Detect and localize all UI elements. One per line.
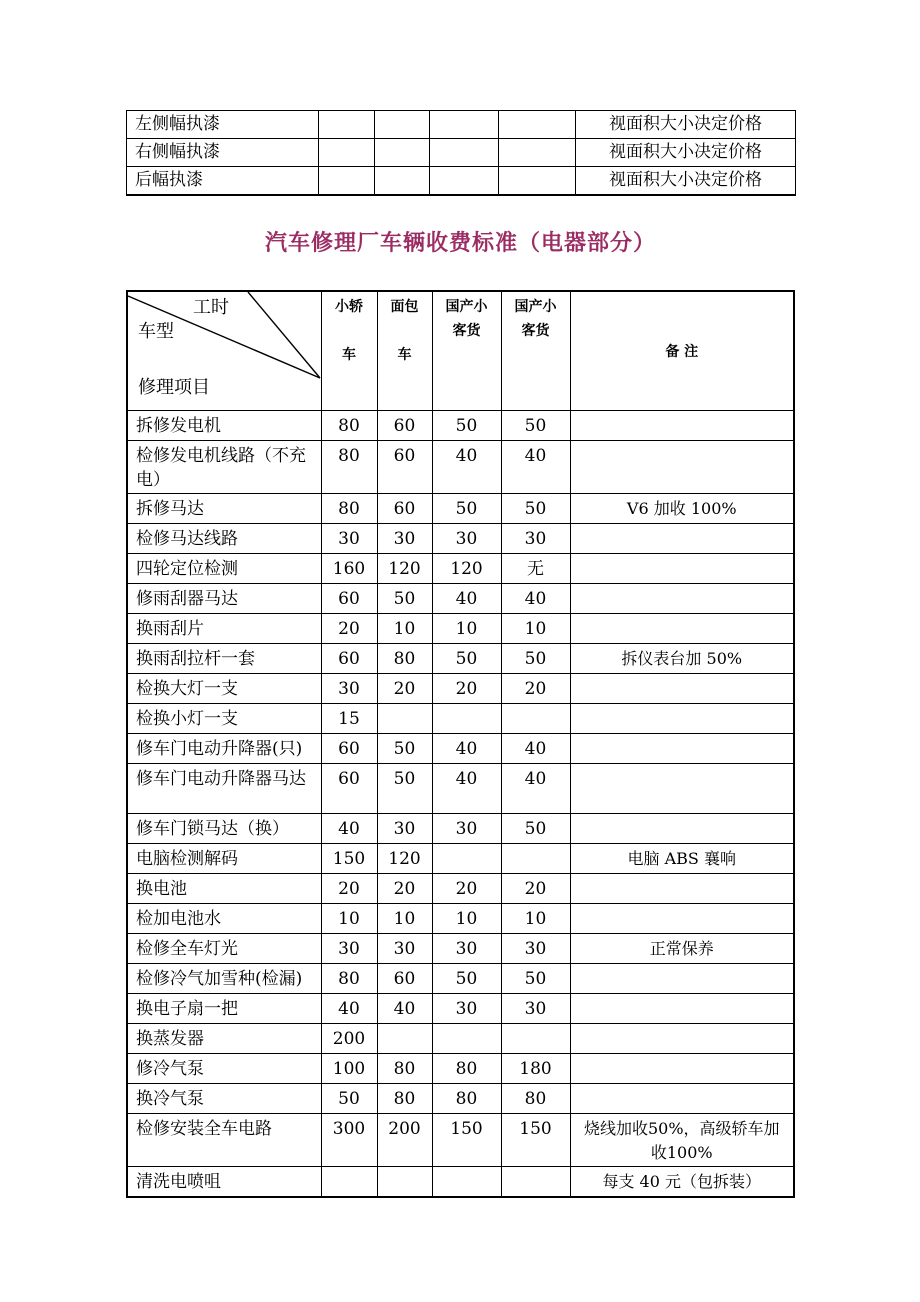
- empty-cell: [430, 167, 499, 196]
- note-cell: [570, 814, 794, 844]
- domestic1-price-cell: [432, 844, 501, 874]
- repair-item-cell: 修车门锁马达（换）: [127, 814, 321, 844]
- table-row: [127, 734, 794, 764]
- empty-cell: [430, 139, 499, 167]
- repair-item-cell: 拆修马达: [127, 494, 321, 524]
- domestic2-price-cell: 无: [501, 554, 570, 584]
- van-price-cell: 60: [377, 494, 432, 524]
- domestic1-price-cell: 120: [432, 554, 501, 584]
- sedan-price-cell: 80: [321, 441, 377, 494]
- van-price-cell: 120: [377, 554, 432, 584]
- table-row: [127, 1084, 794, 1114]
- domestic1-price-cell: [432, 1024, 501, 1054]
- van-price-cell: 30: [377, 814, 432, 844]
- repair-item-cell: 检修安装全车电路: [127, 1114, 321, 1167]
- note-cell: [570, 964, 794, 994]
- note-cell: [570, 704, 794, 734]
- domestic2-price-cell: 50: [501, 964, 570, 994]
- sedan-price-cell: 80: [321, 964, 377, 994]
- repair-item-cell: 修车门电动升降器马达: [127, 764, 321, 814]
- sedan-price-cell: 50: [321, 1084, 377, 1114]
- empty-cell: [319, 111, 375, 139]
- diagonal-header-cell: [127, 291, 321, 411]
- sedan-price-cell: 10: [321, 904, 377, 934]
- empty-cell: [499, 139, 576, 167]
- empty-cell: [375, 111, 430, 139]
- note-cell: 烧线加收50%，高级轿车加收100%: [570, 1114, 794, 1167]
- repair-item-cell: 换雨刮片: [127, 614, 321, 644]
- repair-item-cell: 修车门电动升降器(只): [127, 734, 321, 764]
- note-cell: [570, 441, 794, 494]
- note-cell: [570, 994, 794, 1024]
- domestic2-price-cell: 20: [501, 874, 570, 904]
- note-cell: 正常保养: [570, 934, 794, 964]
- page-title: 汽车修理厂车辆收费标准（电器部分）: [264, 231, 656, 256]
- repair-item-cell: 检换大灯一支: [127, 674, 321, 704]
- domestic2-price-cell: [501, 1024, 570, 1054]
- domestic2-price-cell: 30: [501, 934, 570, 964]
- domestic2-price-cell: [501, 1167, 570, 1198]
- table-row: [127, 904, 794, 934]
- domestic2-price-cell: 10: [501, 614, 570, 644]
- repair-item-cell: 换电子扇一把: [127, 994, 321, 1024]
- note-cell: [570, 1024, 794, 1054]
- domestic1-price-cell: 30: [432, 994, 501, 1024]
- domestic1-price-cell: 50: [432, 494, 501, 524]
- domestic2-price-cell: [501, 844, 570, 874]
- table-row: [127, 584, 794, 614]
- header-repair-item: 修理项目: [138, 377, 210, 398]
- table-row: [127, 874, 794, 904]
- empty-cell: [499, 111, 576, 139]
- domestic2-price-cell: 80: [501, 1084, 570, 1114]
- sedan-price-cell: 30: [321, 674, 377, 704]
- sedan-price-cell: 30: [321, 934, 377, 964]
- repair-item-cell: 检修发电机线路（不充电）: [127, 441, 321, 494]
- empty-cell: [375, 139, 430, 167]
- table-row: [127, 814, 794, 844]
- note-cell: [570, 874, 794, 904]
- van-price-cell: [377, 1167, 432, 1198]
- van-price-cell: 40: [377, 994, 432, 1024]
- header-vehicle-type: 车型: [138, 321, 174, 342]
- domestic1-price-cell: 30: [432, 814, 501, 844]
- domestic2-price-cell: 50: [501, 494, 570, 524]
- sedan-price-cell: 40: [321, 814, 377, 844]
- top-paint-table: [126, 110, 796, 196]
- table-row: [127, 494, 794, 524]
- empty-cell: [375, 167, 430, 196]
- sedan-price-cell: 20: [321, 614, 377, 644]
- repair-item-cell: 检修马达线路: [127, 524, 321, 554]
- domestic1-price-cell: 50: [432, 411, 501, 441]
- table-row: [127, 411, 794, 441]
- domestic2-price-cell: 50: [501, 814, 570, 844]
- domestic1-price-cell: 10: [432, 904, 501, 934]
- van-price-cell: 30: [377, 524, 432, 554]
- domestic1-price-cell: 50: [432, 644, 501, 674]
- top-item-cell: 左侧幅执漆: [127, 111, 319, 139]
- domestic1-price-cell: 150: [432, 1114, 501, 1167]
- domestic2-price-cell: 40: [501, 441, 570, 494]
- table-row: [127, 1114, 794, 1167]
- empty-cell: [499, 167, 576, 196]
- van-price-cell: 50: [377, 764, 432, 814]
- table-row: [127, 764, 794, 814]
- domestic2-price-cell: 150: [501, 1114, 570, 1167]
- table-row: [127, 674, 794, 704]
- note-cell: 电脑 ABS 襄响: [570, 844, 794, 874]
- sedan-price-cell: 60: [321, 644, 377, 674]
- domestic1-price-cell: 80: [432, 1054, 501, 1084]
- table-row: [127, 644, 794, 674]
- domestic1-price-cell: [432, 704, 501, 734]
- domestic1-price-cell: 30: [432, 934, 501, 964]
- note-cell: [570, 904, 794, 934]
- domestic2-price-cell: 30: [501, 524, 570, 554]
- repair-item-cell: 换蒸发器: [127, 1024, 321, 1054]
- domestic1-price-cell: 20: [432, 674, 501, 704]
- repair-item-cell: 电脑检测解码: [127, 844, 321, 874]
- table-row: [127, 111, 796, 139]
- van-price-cell: 120: [377, 844, 432, 874]
- domestic1-price-cell: 40: [432, 764, 501, 814]
- sedan-price-cell: 160: [321, 554, 377, 584]
- domestic2-price-cell: 50: [501, 644, 570, 674]
- table-row: [127, 614, 794, 644]
- domestic2-price-cell: 180: [501, 1054, 570, 1084]
- repair-item-cell: 拆修发电机: [127, 411, 321, 441]
- table-row: [127, 704, 794, 734]
- domestic1-price-cell: 50: [432, 964, 501, 994]
- repair-item-cell: 清洗电喷咀: [127, 1167, 321, 1198]
- van-price-cell: 10: [377, 904, 432, 934]
- col-header-van: 面包 车: [377, 291, 432, 411]
- domestic1-price-cell: 40: [432, 734, 501, 764]
- table-row: [127, 934, 794, 964]
- repair-item-cell: 检加电池水: [127, 904, 321, 934]
- domestic2-price-cell: 50: [501, 411, 570, 441]
- sedan-price-cell: 60: [321, 764, 377, 814]
- header-worktime: 工时: [193, 297, 229, 318]
- domestic2-price-cell: 30: [501, 994, 570, 1024]
- table-row: [127, 167, 796, 196]
- van-price-cell: 80: [377, 1084, 432, 1114]
- sedan-price-cell: 200: [321, 1024, 377, 1054]
- van-price-cell: 80: [377, 1054, 432, 1084]
- col-header-note: 备 注: [570, 291, 794, 411]
- fee-table: [126, 290, 795, 1198]
- van-price-cell: 60: [377, 441, 432, 494]
- repair-item-cell: 修冷气泵: [127, 1054, 321, 1084]
- note-cell: 视面积大小决定价格: [576, 139, 796, 167]
- sedan-price-cell: 30: [321, 524, 377, 554]
- table-row: [127, 844, 794, 874]
- sedan-price-cell: 40: [321, 994, 377, 1024]
- domestic2-price-cell: 40: [501, 584, 570, 614]
- note-cell: [570, 524, 794, 554]
- domestic1-price-cell: 40: [432, 584, 501, 614]
- domestic1-price-cell: 20: [432, 874, 501, 904]
- sedan-price-cell: 80: [321, 411, 377, 441]
- van-price-cell: 20: [377, 674, 432, 704]
- empty-cell: [319, 139, 375, 167]
- sedan-price-cell: 100: [321, 1054, 377, 1084]
- sedan-price-cell: 20: [321, 874, 377, 904]
- van-price-cell: 60: [377, 964, 432, 994]
- van-price-cell: 10: [377, 614, 432, 644]
- note-cell: [570, 554, 794, 584]
- domestic2-price-cell: 40: [501, 764, 570, 814]
- van-price-cell: 80: [377, 644, 432, 674]
- domestic1-price-cell: 30: [432, 524, 501, 554]
- van-price-cell: [377, 1024, 432, 1054]
- repair-item-cell: 修雨刮器马达: [127, 584, 321, 614]
- repair-item-cell: 检修全车灯光: [127, 934, 321, 964]
- sedan-price-cell: 60: [321, 734, 377, 764]
- top-item-cell: 右侧幅执漆: [127, 139, 319, 167]
- note-cell: [570, 674, 794, 704]
- table-row: [127, 524, 794, 554]
- table-row: [127, 139, 796, 167]
- note-cell: 拆仪表台加 50%: [570, 644, 794, 674]
- domestic2-price-cell: 20: [501, 674, 570, 704]
- van-price-cell: 50: [377, 584, 432, 614]
- sedan-price-cell: 80: [321, 494, 377, 524]
- table-row: [127, 1024, 794, 1054]
- van-price-cell: 20: [377, 874, 432, 904]
- sedan-price-cell: 60: [321, 584, 377, 614]
- note-cell: V6 加收 100%: [570, 494, 794, 524]
- van-price-cell: 30: [377, 934, 432, 964]
- domestic1-price-cell: 10: [432, 614, 501, 644]
- domestic2-price-cell: 10: [501, 904, 570, 934]
- note-cell: [570, 764, 794, 814]
- empty-cell: [319, 167, 375, 196]
- table-row: [127, 994, 794, 1024]
- repair-item-cell: 换冷气泵: [127, 1084, 321, 1114]
- sedan-price-cell: 15: [321, 704, 377, 734]
- repair-item-cell: 检换小灯一支: [127, 704, 321, 734]
- table-header-row: [127, 291, 794, 411]
- col-header-domestic-2: 国产小 客货: [501, 291, 570, 411]
- domestic1-price-cell: 80: [432, 1084, 501, 1114]
- top-item-cell: 后幅执漆: [127, 167, 319, 196]
- col-header-domestic-1: 国产小 客货: [432, 291, 501, 411]
- note-cell: [570, 584, 794, 614]
- domestic1-price-cell: 40: [432, 441, 501, 494]
- van-price-cell: 50: [377, 734, 432, 764]
- sedan-price-cell: 150: [321, 844, 377, 874]
- repair-item-cell: 四轮定位检测: [127, 554, 321, 584]
- repair-item-cell: 检修冷气加雪种(检漏): [127, 964, 321, 994]
- sedan-price-cell: 300: [321, 1114, 377, 1167]
- col-header-sedan: 小轿 车: [321, 291, 377, 411]
- van-price-cell: 200: [377, 1114, 432, 1167]
- table-row: [127, 1167, 794, 1198]
- note-cell: 视面积大小决定价格: [576, 111, 796, 139]
- van-price-cell: 60: [377, 411, 432, 441]
- note-cell: 每支 40 元（包拆装）: [570, 1167, 794, 1198]
- domestic2-price-cell: 40: [501, 734, 570, 764]
- sedan-price-cell: [321, 1167, 377, 1198]
- note-cell: [570, 1084, 794, 1114]
- note-cell: 视面积大小决定价格: [576, 167, 796, 196]
- domestic1-price-cell: [432, 1167, 501, 1198]
- note-cell: [570, 614, 794, 644]
- van-price-cell: [377, 704, 432, 734]
- repair-item-cell: 换雨刮拉杆一套: [127, 644, 321, 674]
- empty-cell: [430, 111, 499, 139]
- domestic2-price-cell: [501, 704, 570, 734]
- table-row: [127, 554, 794, 584]
- table-row: [127, 964, 794, 994]
- table-row: [127, 441, 794, 494]
- note-cell: [570, 734, 794, 764]
- note-cell: [570, 1054, 794, 1084]
- repair-item-cell: 换电池: [127, 874, 321, 904]
- table-row: [127, 1054, 794, 1084]
- note-cell: [570, 411, 794, 441]
